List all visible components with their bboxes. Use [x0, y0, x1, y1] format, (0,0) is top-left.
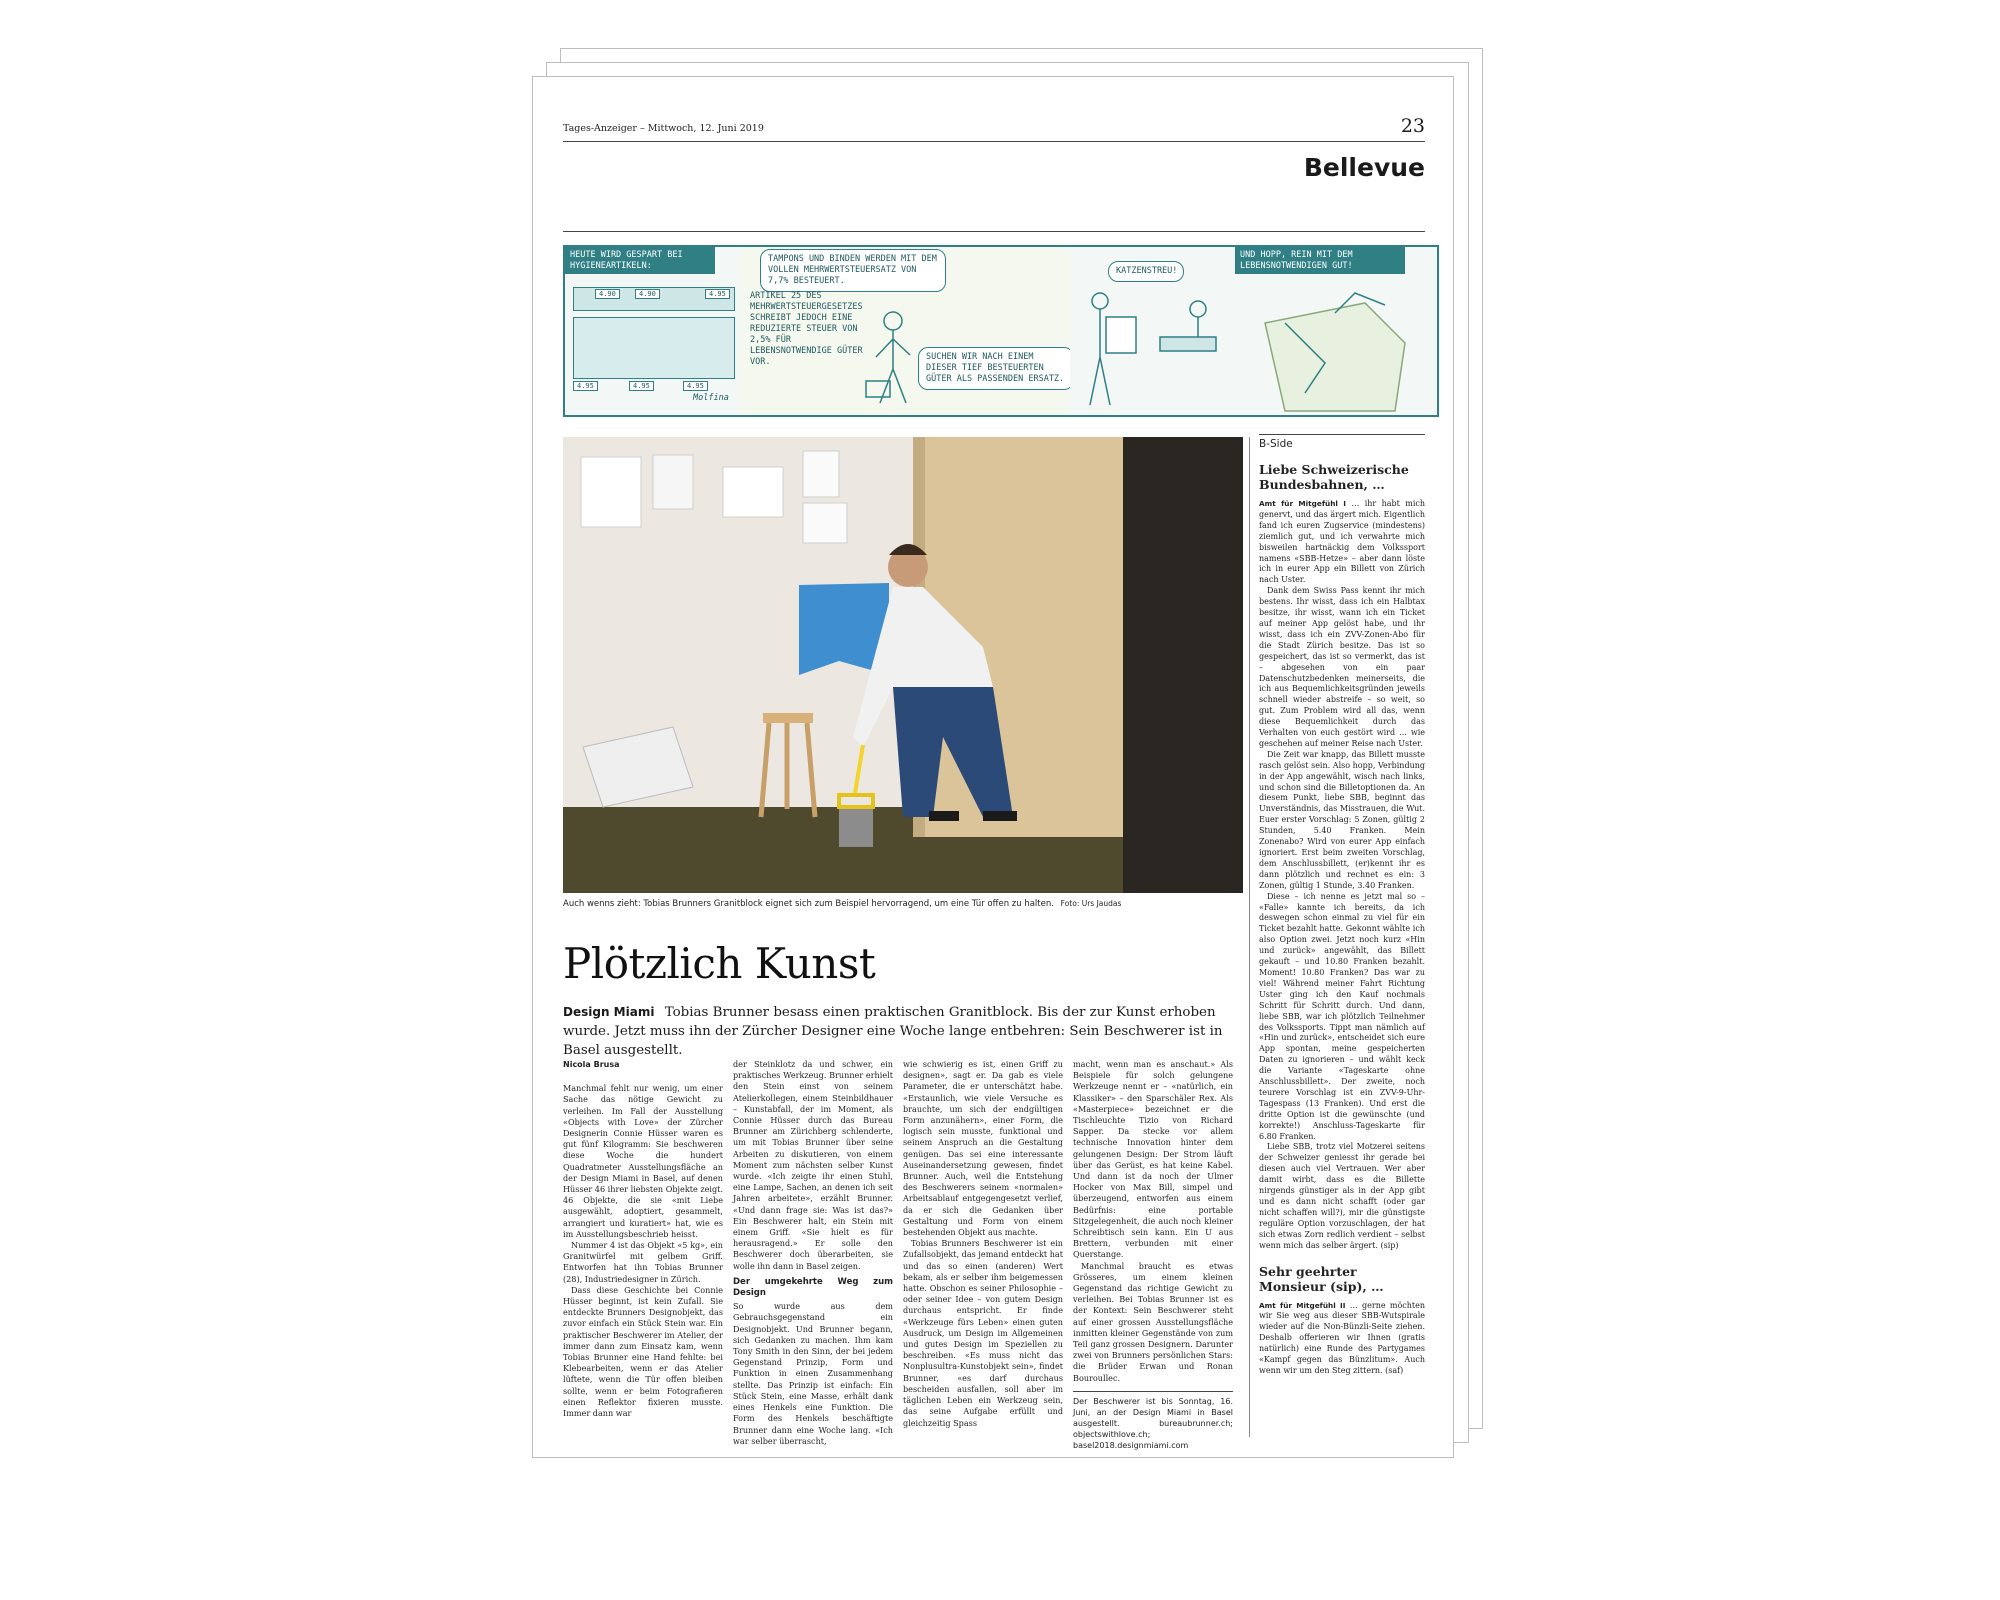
article-column-1 [563, 1059, 723, 1419]
price-tag: 4.90 [595, 289, 620, 299]
page-header-meta: Tages-Anzeiger – Mittwoch, 12. Juni 2019 [563, 123, 764, 134]
article-lead [563, 1003, 1243, 1060]
photo-caption [563, 899, 1121, 909]
shelf [573, 317, 735, 379]
comic-panel-2 [740, 247, 1072, 415]
article-column-4 [1073, 1059, 1233, 1451]
comic-panel-3 [1070, 247, 1237, 415]
article-headline: Plötzlich Kunst [563, 939, 876, 988]
b-side-label: B-Side [1259, 434, 1425, 450]
sidebar-body-2 [1259, 1301, 1425, 1377]
exhibition-infobox: Der Beschwerer ist bis Sonntag, 16. Juni, an der Design Miami in Basel ausgestellt. bureaubrunner.ch; objectswithlove.ch; basel2018.designmiami.com [1073, 1391, 1233, 1451]
article-column-2 [733, 1059, 893, 1447]
sidebar-byline-1: Amt für Mitgefühl I [1259, 499, 1346, 508]
article-paragraph: der Steinklotz da und schwer, ein praktisches Werkzeug. Brunner erhielt den Stein einst von seinem Atelierkollegen, einem Steinbildhauer – Kunstabfall, der im Moment, als Connie Hüsser durch das Bureau Brunner am Zürichberg schlenderte, um mit Tobias Brunner über seine Arbeiten zu diskutieren, von einem Moment zum nächsten selber Kunst wurde. «Ich zeigte ihr einen Stuhl, eine Lampe, Sachen, an denen ich seit Jahren arbeitete», erzählt Brunner. «Und dann frage sie: Was ist das?» Ein Beschwerer halt, ein Stein mit einem Griff. «Sie hielt es für herausragend.» Er solle den Beschwerer doch überarbeiten, sie wolle ihn dann in Basel zeigen. [733, 1059, 893, 1271]
header-rule [563, 141, 1425, 142]
shopper-figure-icon [858, 307, 928, 407]
article-photo [563, 437, 1243, 893]
b-side-column [1259, 434, 1425, 1377]
comic-strip [563, 245, 1439, 417]
speech-bubble: KATZENSTREU! [1108, 261, 1184, 282]
price-tag: 4.95 [683, 381, 708, 391]
comic-panel-1 [565, 247, 742, 415]
sidebar-paragraph: Dank dem Swiss Pass kennt ihr mich bestens. Ihr wisst, dass ich ein Halbtax besitze, ihr wisst, wann ich ein Ticket auf meiner App gelöst habe, und ihr wisst, dass ich ein ZVV-Zonen-Abo für die Stadt Zürich besitze. Das ist so gespeichert, das ist so vermerkt, das ist – abgesehen von ein paar Datenschutzbedenken meinerseits, die ich aus Bequemlichkeitsgründen jeweils schnell wieder abstreife – so weit, so gut. Zum Problem wird all das, wenn diese Bequemlichkeit durch das Verhalten von euch gestört wird … wie geschehen auf meiner Reise nach Uster. [1259, 586, 1425, 748]
speech-bubble: SUCHEN WIR NACH EINEM DIESER TIEF BESTEUERTEN GÜTER ALS PASSENDEN ERSATZ. [918, 347, 1072, 390]
section-title: Bellevue [1303, 153, 1425, 182]
price-tag: 4.90 [635, 289, 660, 299]
comic-note: ARTIKEL 25 DES MEHRWERTSTEUERGESETZES SCHREIBT JEDOCH EINE REDUZIERTE STEUER VON 2,5% FÜR LEBENSNOTWENDIGE GÜTER VOR. [750, 291, 863, 368]
comic-panel-4 [1235, 247, 1437, 415]
sidebar-paragraph: … gerne möchten wir Sie weg aus dieser SBB-Wutspirale wieder auf die Non-Bünzli-Seite ziehen. Deshalb offerieren wir Ihnen (gratis natürlich) eine Runde des Partygames «Kampf gegen das Bünzlitum». Auch wenn wir um den Steg zittern. (saf) [1259, 1300, 1425, 1375]
sidebar-paragraph: Diese – ich nenne es jetzt mal so – «Falle» kannte ich bereits, da ich deswegen schon einmal zu viel für ein Ticket bezahlt hatte. Gekonnt wählte ich also Option zwei. Jetzt noch kurz «Hin und zurück» angewählt, das Billett gekauft – und 10.80 Franken bezahlt. Moment! 10.80 Franken? Das war zu viel! Während meiner Fahrt Richtung Uster ging ich den Kauf nochmals Schritt für Schritt durch. Und dann, liebe SBB, war ich plötzlich Teilnehmer des Volkssports. Tippt man nämlich auf «Hin und zurück», entscheidet sich eure App spontan, meine gespeicherten Daten zu ignorieren – und wählt keck die Variante «Tageskarte ohne Anschlussbillett». Der zweite, noch teurere Vorschlag ist ein ZVV-9-Uhr-Tagespass (13 Franken). Und erst die dritte Option ist die gewünschte (und korrekte!) Anschluss-Tageskarte für 6.80 Franken. [1259, 891, 1425, 1141]
designer-with-granite-block-photo [563, 437, 1243, 893]
section-rule [563, 231, 1425, 232]
newspaper-page [532, 76, 1454, 1458]
price-tag: 4.95 [573, 381, 598, 391]
column-divider [1249, 437, 1250, 1437]
article-paragraph: Nummer 4 ist das Objekt «5 kg», ein Granitwürfel mit gelbem Griff. Entworfen hat ihn Tobias Brunner (28), Industriedesigner in Zürich. [563, 1240, 723, 1284]
price-tag: 4.95 [629, 381, 654, 391]
article-paragraph: Tobias Brunners Beschwerer ist ein Zufallsobjekt, das jemand entdeckt hat und das so einen (anderen) Wert bekam, als er selber ihm beigemessen hatte. Obschon es seiner Philosophie – oder seiner Idee – von gutem Design durchaus entspricht. Er finde «Werkzeuge fürs Leben» einen guten Ausdruck, um Design im Allgemeinen und gutes Design im Speziellen zu beschreiben. «Es muss nicht das Nonplusultra-Kunstobjekt sein», findet Brunner, «es darf durchaus bescheiden ausfallen, soll aber im täglichen Leben ein Werkzeug sein, das seine Aufgabe erfüllt und gleichzeitig Spass [903, 1238, 1063, 1428]
sidebar-paragraph: Die Zeit war knapp, das Billett musste rasch gelöst sein. Also hopp, Verbindung in der App angewählt, wisch nach links, und schon sind die Billetoptionen da. An diesem Punkt, liebe SBB, beginnt das Unverständnis, das Misstrauen, die Wut. Euer erster Vorschlag: 5 Zonen, gültig 2 Stunden, 5.40 Franken. Mein Zonenabo? Wird von eurer App einfach ignoriert. Erst beim zweiten Vorschlag, dem Anschlussbillett, (er)kennt ihr es dann plötzlich und rechnet es ein: 3 Zonen, gültig 1 Stunde, 3.40 Franken. [1259, 749, 1425, 890]
sidebar-title-1: Liebe Schweizerische Bundesbahnen, … [1259, 462, 1409, 492]
product-brand-label: Molfina [693, 393, 729, 403]
article-subhead: Der umgekehrte Weg zum Design [733, 1276, 893, 1299]
article-paragraph: So wurde aus dem Gebrauchsgegenstand ein Designobjekt. Und Brunner begann, sich Gedanken zu machen. Ihm kam Tony Smith in den Sinn, der bei jedem Gegenstand Prinzip, Form und Funktion in einen Zusammenhang stellte. Das Prinzip ist einfach: Ein Stück Stein, eine Masse, erhält dank eines Henkels eine Funktion. Die Form des Henkels beschäftigte Brunner dann eine Woche lang. «Ich war selber überrascht, [733, 1301, 893, 1446]
sidebar-body-1 [1259, 499, 1425, 1252]
article-lead-text: Tobias Brunner besass einen praktischen Granitblock. Bis der zur Kunst erhoben wurde. Jetzt muss ihn der Zürcher Designer eine Woche lange entbehren: Sein Beschwerer ist in Basel ausgestellt. [563, 1005, 1223, 1058]
comic-caption-1: HEUTE WIRD GESPART BEI HYGIENEARTIKELN: [565, 247, 715, 274]
article-paragraph: Manchmal fehlt nur wenig, um einer Sache das nötige Gewicht zu verleihen. Im Fall der Ausstellung «Objects with Love» der Zürcher Designerin Connie Hüsser waren es gut fünf Kilogramm: Sie beschweren diese Woche die hundert Quadratmeter Ausstellungsfläche an der Design Miami in Basel, auf denen Hüsser 46 ihrer liebsten Objekte zeigt. 46 Objekte, die sie «mit Liebe ausgewählt, adoptiert, gesammelt, arrangiert und kuratiert» hat, wie es im Ausstellungsbeschrieb heisst. [563, 1083, 723, 1239]
sidebar-paragraph: … ihr habt mich genervt, und das ärgert mich. Eigentlich fand ich euren Zugservice (mindestens) ziemlich gut, und ich verwahrte mich bisweilen hartnäckig dem Volkssport namens «SBB-Hetze» – aber dann löste ich in eurer App ein Billett von Zürich nach Uster. [1259, 499, 1426, 585]
price-tag: 4.95 [705, 289, 730, 299]
page-number: 23 [1400, 115, 1425, 137]
speech-bubble: TAMPONS UND BINDEN WERDEN MIT DEM VOLLEN MEHRWERTSTEUERSATZ VON 7,7% BESTEUERT. [760, 249, 946, 292]
article-paragraph: macht, wenn man es anschaut.» Als Beispiele für solch gelungene Werkzeuge nennt er – «natürlich, ein Klassiker» – den Sparschäler Rex. Als «Masterpiece» bezeichnet er die Tischleuchte Tizio von Richard Sapper. Da stecke vor allem technische Innovation hinter dem gelungenen Design: Der Strom läuft über das Gerüst, es hat keine Kabel. Und dann ist da noch der Ulmer Hocker von Max Bill, simpel und überzeugend, entworfen aus einem Bedürfnis: eine portable Sitzgelegenheit, die auch noch kleiner Schreibtisch sein kann. Ein U aus Brettern, verbunden mit einer Querstange. [1073, 1059, 1233, 1260]
article-paragraph: Dass diese Geschichte bei Connie Hüsser beginnt, ist kein Zufall. Sie entdeckte Brunners Designobjekt, das zuvor einfach ein Stück Stein war. Ein praktischer Beschwerer im Atelier, der immer dann zum Einsatz kam, wenn Tobias Brunner eine Hand fehlte: bei Klebearbeiten, wenn er das Atelier lüftete, wenn die Tür offen bleiben sollte, wenn er beim Fotografieren einen Reflektor fixieren musste. Immer dann war [563, 1284, 723, 1419]
article-column-3 [903, 1059, 1063, 1429]
sidebar-title-2: Sehr geehrter Monsieur (sip), … [1259, 1263, 1384, 1294]
photo-caption-text: Auch wenns zieht: Tobias Brunners Granitblock eignet sich zum Beispiel hervorragend, um eine Tür offen zu halten. [563, 899, 1054, 909]
litter-bag-icon [1245, 283, 1435, 413]
photo-credit: Foto: Urs Jaudas [1060, 899, 1122, 908]
sidebar-byline-2: Amt für Mitgefühl II [1259, 1300, 1346, 1310]
article-kicker: Design Miami [563, 1005, 655, 1019]
sidebar-paragraph: Liebe SBB, trotz viel Motzerei seitens der Schweizer geniesst ihr gerade bei diesen auch viel Vertrauen. Wer aber damit wirbt, dass es die Billette nirgends günstiger als in der App gibt und es dann nicht schafft (oder gar nicht schaffen will?), mir die günstigste reguläre Option vorzuschlagen, der hat sich etwas Zorn redlich verdient – selbst wenn mich das selber ärgert. (sip) [1259, 1142, 1425, 1250]
article-paragraph: wie schwierig es ist, einen Griff zu designen», sagt er. Da gab es viele Parameter, die er unterschätzt habe. «Erstaunlich, wie viele Versuche es brauchte, um sich der endgültigen Form anzunähern», einer Form, die logisch sein musste, funktional und seinem Anspruch an die Gestaltung genügen. Das sei eine interessante Auseinandersetzung gewesen, findet Brunner. Auch, weil die Entstehung des Beschwerers seinem «normalen» Arbeitsablauf entgegengesetzt verlief, da er sich die Gedanken über Gestaltung und Form von einem bestehenden Objekt aus machte. [903, 1059, 1063, 1238]
checkout-scene-icon [1080, 287, 1230, 407]
article-paragraph: Manchmal braucht es etwas Grösseres, um einem kleinen Gegenstand das richtige Gewicht zu verleihen. Bei Tobias Brunner ist es der Kontext: Sein Beschwerer steht auf einer grossen Ausstellungsfläche inmitten kleiner Gegenstände von zum Teil ganz grossen Designern. Darunter zwei von Brunners persönlichen Stars: die Brüder Erwan und Ronan Bouroullec. [1073, 1260, 1233, 1383]
comic-caption-4: UND HOPP, REIN MIT DEM LEBENSNOTWENDIGEN GUT! [1235, 247, 1405, 274]
author-byline: Nicola Brusa [563, 1060, 620, 1069]
